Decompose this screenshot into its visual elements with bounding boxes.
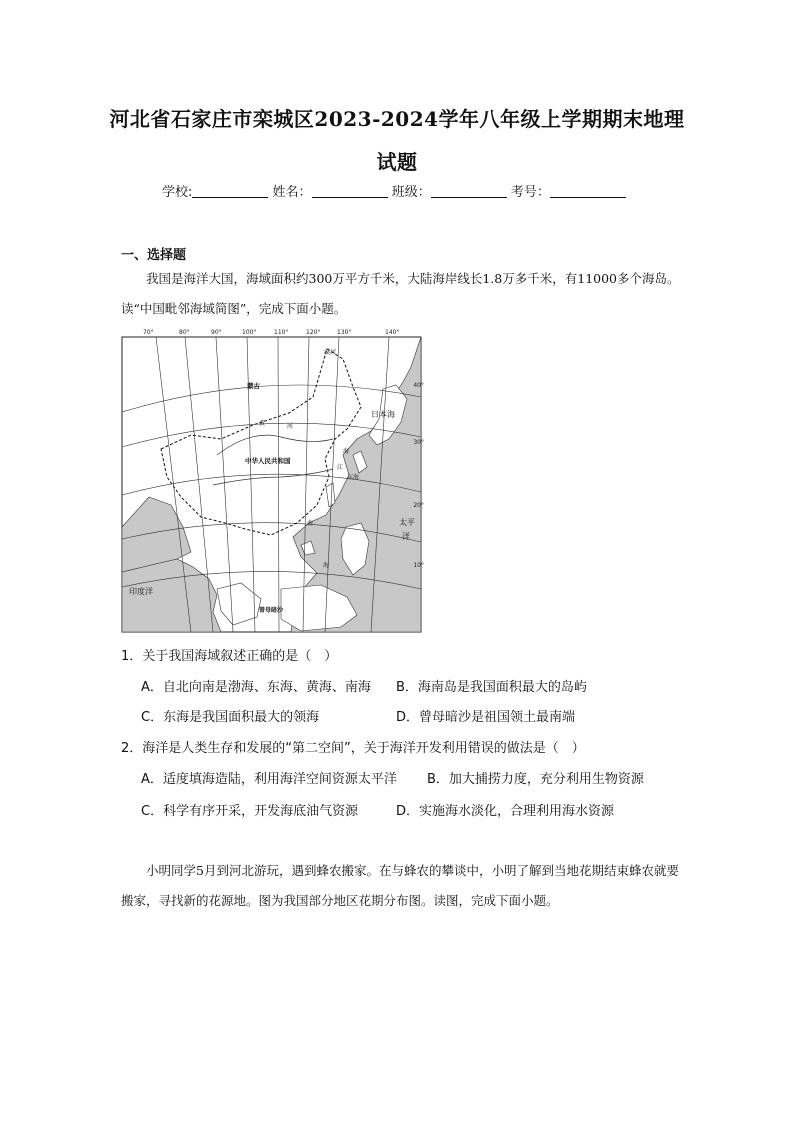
japan-sea-label: 日本海 bbox=[371, 410, 395, 419]
hai-label: 海 bbox=[343, 448, 350, 455]
section-heading: 一、选择题 bbox=[121, 248, 187, 263]
china-seas-map bbox=[121, 327, 425, 634]
q1-option-b[interactable]: B．海南岛是我国面积最大的岛屿 bbox=[396, 680, 587, 695]
lat-label: 10° bbox=[413, 562, 424, 569]
mongolia-label: 蒙古 bbox=[247, 382, 260, 390]
lat-label: 40° bbox=[413, 382, 424, 389]
lon-label: 120° bbox=[306, 329, 321, 336]
lon-label: 70° bbox=[143, 329, 154, 336]
nan-label: 南 bbox=[307, 520, 314, 527]
name-blank[interactable] bbox=[312, 185, 388, 198]
q1-option-c[interactable]: C．东海是我国面积最大的领海 bbox=[141, 710, 320, 725]
jiang-label: 江 bbox=[337, 464, 344, 471]
student-info-line bbox=[162, 181, 626, 200]
indian-ocean-label: 印度洋 bbox=[129, 587, 153, 596]
lon-label: 100° bbox=[242, 329, 257, 336]
q2-option-b[interactable]: B．加大捕捞力度，充分利用生物资源 bbox=[427, 772, 644, 787]
school-label: 学校: bbox=[162, 185, 193, 200]
hai2-label: 海 bbox=[323, 562, 330, 569]
pacific-label-2: 洋 bbox=[402, 532, 410, 541]
lon-label: 90° bbox=[211, 329, 222, 336]
q1-option-d[interactable]: D．曾母暗沙是祖国领土最南端 bbox=[396, 710, 576, 725]
page-title: 河北省石家庄市栾城区2023-2024学年八年级上学期期末地理 bbox=[109, 107, 685, 131]
east-sea-label: 东海 bbox=[347, 474, 360, 481]
lon-label: 130° bbox=[337, 329, 352, 336]
lon-label: 80° bbox=[179, 329, 190, 336]
exam-no-label: 考号： bbox=[510, 185, 550, 200]
class-label: 班级： bbox=[391, 185, 431, 200]
lon-label: 110° bbox=[274, 329, 289, 336]
huang-label: 黄 bbox=[259, 420, 266, 427]
class-blank[interactable] bbox=[431, 185, 507, 198]
lat-label: 20° bbox=[413, 502, 424, 509]
mohe-label: 漠河 bbox=[324, 349, 337, 356]
prc-label: 中华人民共和国 bbox=[245, 457, 291, 465]
q2-option-c[interactable]: C．科学有序开采，开发海底油气资源 bbox=[141, 804, 359, 819]
he-label: 河 bbox=[287, 423, 294, 430]
lat-label: 30° bbox=[413, 439, 424, 446]
pacific-label-1: 太平 bbox=[399, 518, 415, 527]
longitude-labels bbox=[143, 329, 399, 336]
exam-no-blank[interactable] bbox=[550, 185, 626, 198]
lon-label: 140° bbox=[385, 329, 400, 336]
passage-1: 我国是海洋大国，海域面积约300万平方千米，大陆海岸线长1.8万多千米，有11000多个海岛。读“中国毗邻海域简图”，完成下面小题。 bbox=[121, 271, 680, 316]
zengmu-label: 曾母暗沙 bbox=[259, 607, 284, 614]
page-title-continued: 试题 bbox=[376, 150, 418, 174]
passage-2: 小明同学5月到河北游玩，遇到蜂农搬家。在与蜂农的攀谈中，小明了解到当地花期结束蜂农就要搬家，寻找新的花源地。图为我国部分地区花期分布图。读图，完成下面小题。 bbox=[121, 863, 679, 908]
q2-option-d[interactable]: D．实施海水淡化，合理利用海水资源 bbox=[396, 804, 615, 819]
q2-option-a[interactable]: A．适度填海造陆，利用海洋空间资源太平洋 bbox=[141, 772, 397, 787]
question-2-stem: 2．海洋是人类生存和发展的“第二空间”，关于海洋开发利用错误的做法是（ ） bbox=[121, 741, 585, 756]
question-1-stem: 1．关于我国海域叙述正确的是（ ） bbox=[121, 649, 338, 664]
q1-option-a[interactable]: A．自北向南是渤海、东海、黄海、南海 bbox=[141, 680, 371, 695]
school-blank[interactable] bbox=[192, 185, 268, 198]
name-label: 姓名： bbox=[272, 185, 312, 200]
